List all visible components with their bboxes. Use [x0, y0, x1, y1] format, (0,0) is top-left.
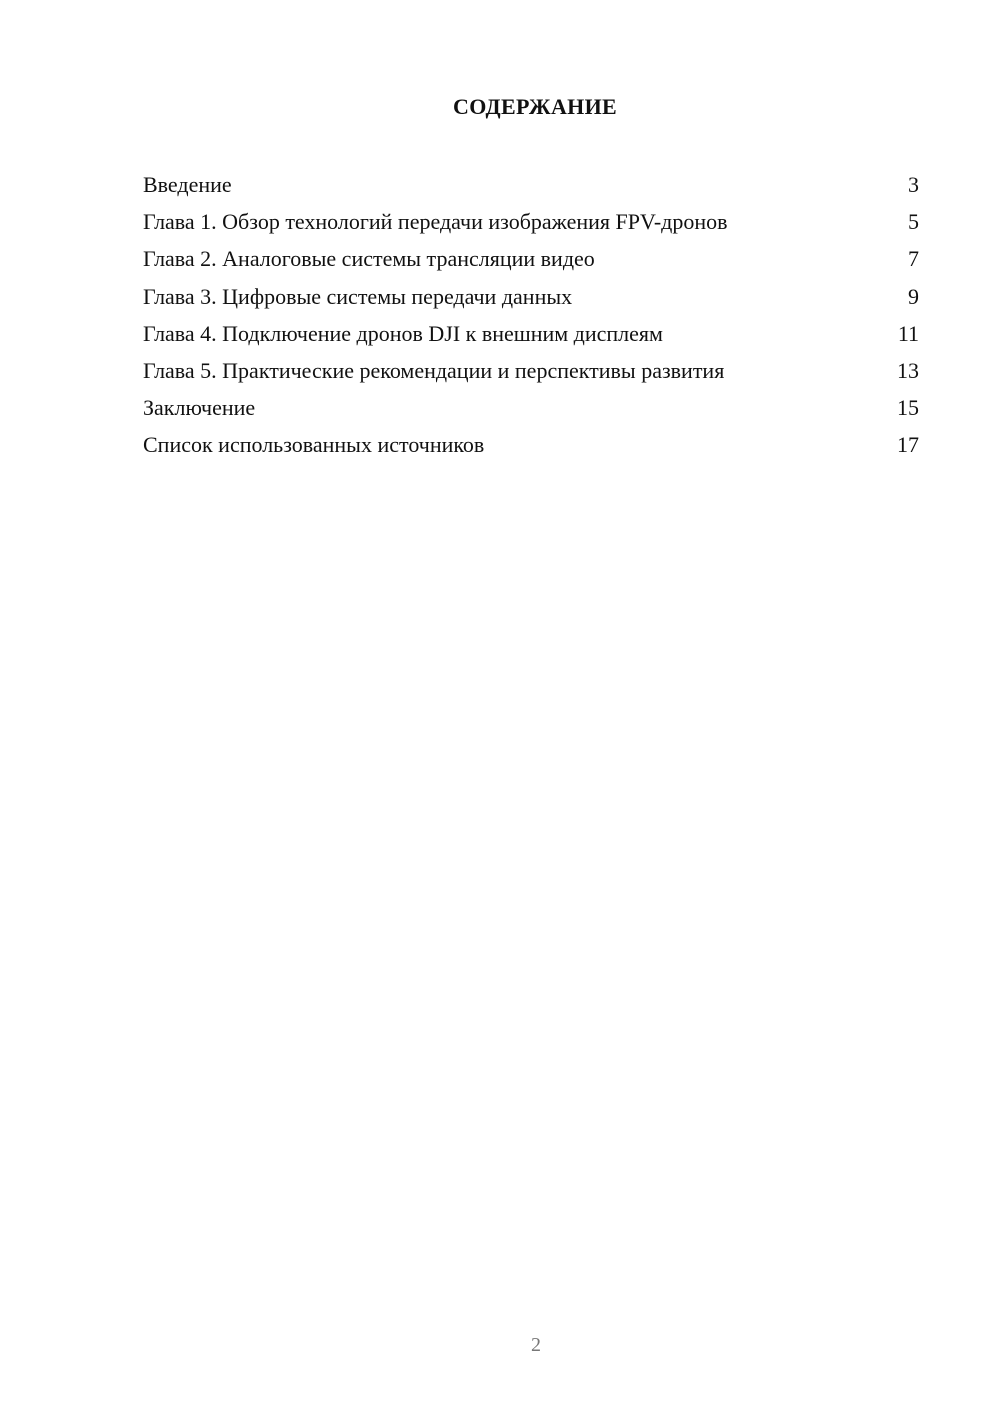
toc-entry-label: Глава 1. Обзор технологий передачи изображения FPV-дронов: [143, 209, 728, 235]
toc-entry-chapter-1: [143, 205, 919, 242]
toc-entry-page: 17: [897, 432, 919, 458]
toc-entry-chapter-3: [143, 280, 919, 317]
toc-entry-references: [143, 428, 919, 465]
toc-entry-conclusion: [143, 391, 919, 428]
toc-entry-page: 9: [908, 283, 919, 309]
page-number: 2: [531, 1334, 541, 1356]
toc-entry-label: Глава 2. Аналоговые системы трансляции видео: [143, 246, 595, 272]
toc-entry-page: 5: [908, 209, 919, 235]
toc-entry-label: Заключение: [143, 395, 256, 421]
toc-title: СОДЕРЖАНИЕ: [453, 94, 617, 119]
toc-entry-label: Введение: [143, 172, 232, 197]
toc-entry-label: Глава 4. Подключение дронов DJI к внешним дисплеям: [143, 320, 663, 346]
toc-entry-introduction: [143, 168, 919, 205]
toc-entry-label: Список использованных источников: [143, 432, 485, 458]
toc-entry-page: 3: [908, 172, 919, 197]
toc-entry-page: 15: [897, 395, 919, 421]
toc-entry-chapter-2: [143, 242, 919, 279]
toc-entry-chapter-4: [143, 317, 919, 354]
toc-entry-page: 11: [897, 320, 919, 346]
toc-entry-page: 13: [897, 357, 919, 383]
toc-entry-label: Глава 5. Практические рекомендации и перспективы развития: [143, 357, 725, 383]
toc-entry-chapter-5: [143, 354, 919, 391]
toc-entry-label: Глава 3. Цифровые системы передачи данных: [143, 283, 573, 309]
table-of-contents: [143, 168, 919, 466]
toc-entry-page: 7: [908, 246, 919, 272]
